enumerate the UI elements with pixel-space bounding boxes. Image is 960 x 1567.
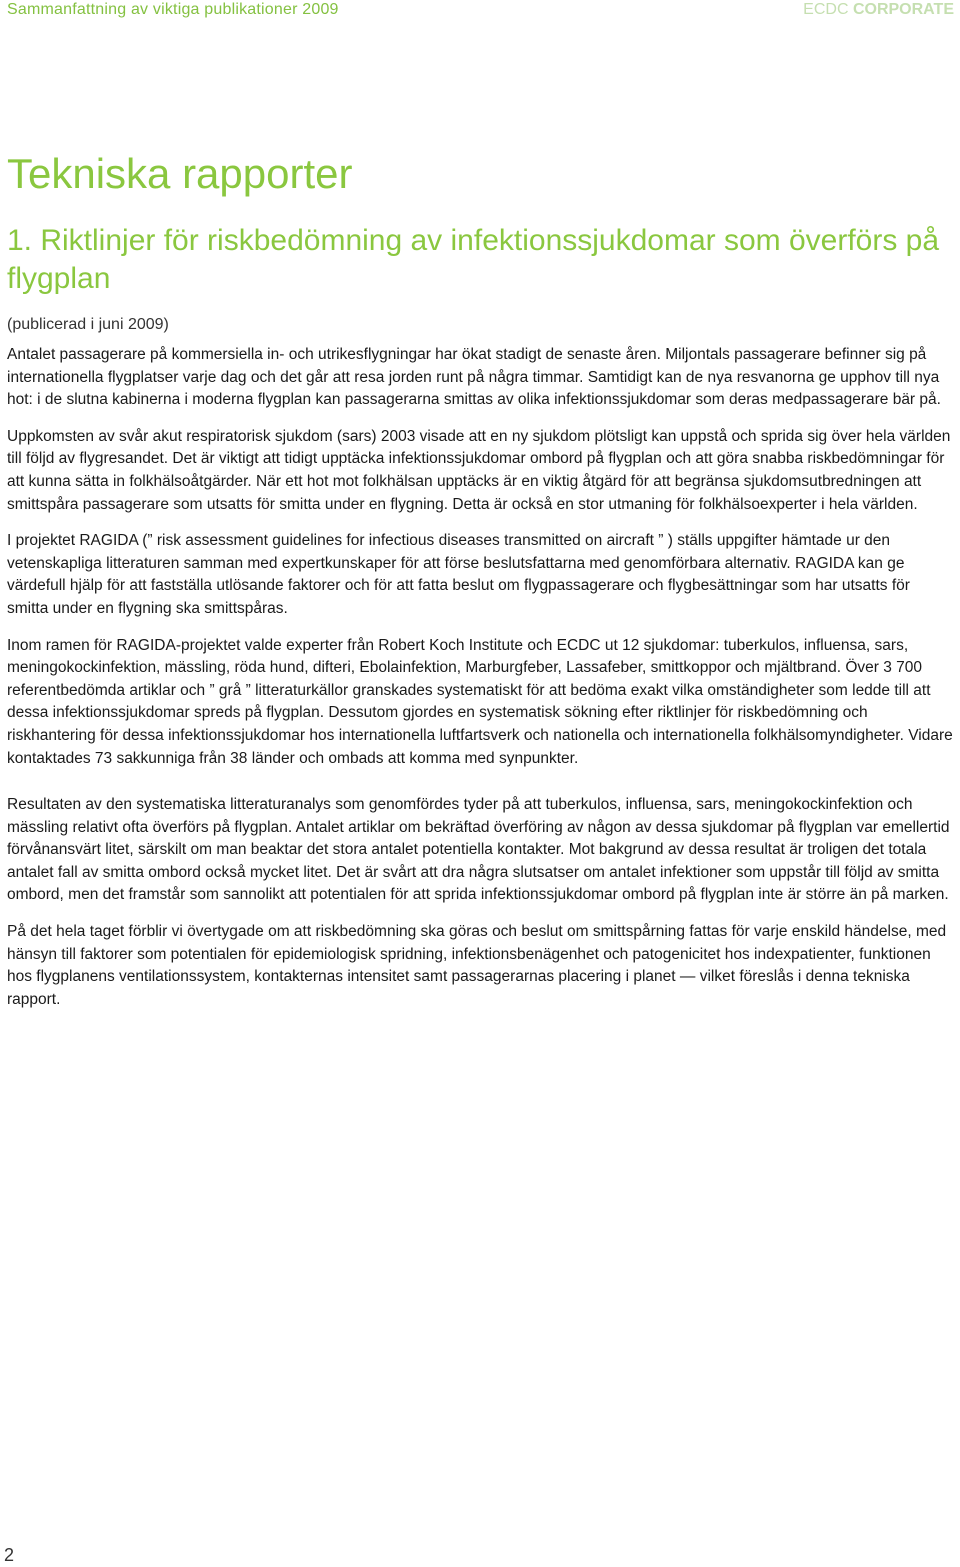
page-number: 2 [4,1545,15,1565]
brand-name: CORPORATE [852,1,954,18]
paragraph: Resultaten av den systematiska litteraturanalys som genomfördes tyder på att tuberkulos, influensa, sars, meningokockinfektion och mässling relativt ofta överförs på flygplan. Antalet artiklar om bekräftad överföring av någon av dessa sjukdomar på flygplan var emellertid förvånansvärt litet, särskilt om man beaktar det stora antalet potentiella kontakter. Mot bakgrund av dessa resultat är troligen det totala antalet fall av smitta ombord också mycket litet. Det är svårt att dra några slutsatser om antalet infektioner som uppstår till följd av smitta ombord, men det framstår som sannolikt att potentialen för att sprida infektionssjukdomar ombord på flygplan inte är större än på marken. [7,796,950,904]
report-body [7,344,953,1025]
paragraph: Antalet passagerare på kommersiella in- och utrikesflygningar har ökat stadigt de senaste åren. Miljontals passagerare befinner sig på internationella flygplatser varje dag och det går att resa jorden runt på några timmar. Samtidigt kan de nya resvanorna ge upphov till nya hot: i de slutna kabinerna i moderna flygplan kan passagerarna smittas av olika infektionssjukdomar som deras medpassagerare bär på. [7,346,941,409]
page-header [0,0,960,22]
paragraph: Inom ramen för RAGIDA-projektet valde experter från Robert Koch Institute och ECDC ut 12 sjukdomar: tuberkulos, influensa, sars, meningokockinfektion, mässling, röda hund, difteri, Ebolainfektion, Marburgfeber, Lassafeber, smittkoppor och mjältbrand. Över 3 700 referentbedömda artiklar och ” grå ” litteraturkällor granskades systematiskt för att bedöma exakt vilka omständigheter som ledde till att dessa infektionssjukdomar spreds på flygplan. Dessutom gjordes en systematisk sökning efter riktlinjer för riskbedömning och riskhantering för dessa infektionssjukdomar hos internationella luftfartsverk och nationella och internationella folkhälsomyndigheter. Vidare kontaktades 73 sakkunniga från 38 länder och ombads att komma med synpunkter. [7,636,953,767]
paragraph: I projektet RAGIDA (” risk assessment guidelines for infectious diseases transmitted on aircraft ” ) ställs uppgifter hämtade ur den vetenskapliga litteraturen samman med expertkunskaper för att förse beslutsfattarna med genomförbara alternativ. RAGIDA kan ge värdefull hjälp för att fastställa utlösande faktorer och för att fatta beslut om flygpassagerare och flygbesättningar som har utsatts för smitta under en flygning ska smittspåras. [7,532,910,617]
brand-logo [803,1,954,19]
brand-prefix: ECDC [803,1,849,18]
paragraph: På det hela taget förblir vi övertygade om att riskbedömning ska göras och beslut om smittspårning fattas för varje enskild händelse, med hänsyn till faktorer som potentialen för epidemiologisk spridning, infektionsbenägenhet och patogenicitet hos indexpatienter, funktionen hos flygplanens ventilationssystem, kontakternas intensitet samt passagerarnas placering i planet — vilket föreslås i denna tekniska rapport. [7,923,947,1008]
report-title: 1. Riktlinjer för riskbedömning av infektionssjukdomar som överförs på flygplan [7,224,940,295]
paragraph: Uppkomsten av svår akut respiratorisk sjukdom (sars) 2003 visade att en ny sjukdom plötsligt kan uppstå och sprida sig över hela världen till följd av flygresandet. Det är viktigt att tidigt upptäcka infektionssjukdomar ombord på flygplan och att göra snabba riskbedömningar för att kunna sätta in folkhälsoåtgärder. När ett hot mot folkhälsan upptäcks är en viktig åtgärd för att begränsa sjukdomsutbredningen att smittspåra passagerare som utsatts för smitta under en flygning. Detta är också en stor utmaning för folkhälsoexperter i hela världen. [7,427,951,513]
section-title: Tekniska rapporter [7,150,353,197]
publication-date: (publicerad i juni 2009) [7,316,169,333]
running-title: Sammanfattning av viktiga publikationer 2009 [7,1,339,18]
